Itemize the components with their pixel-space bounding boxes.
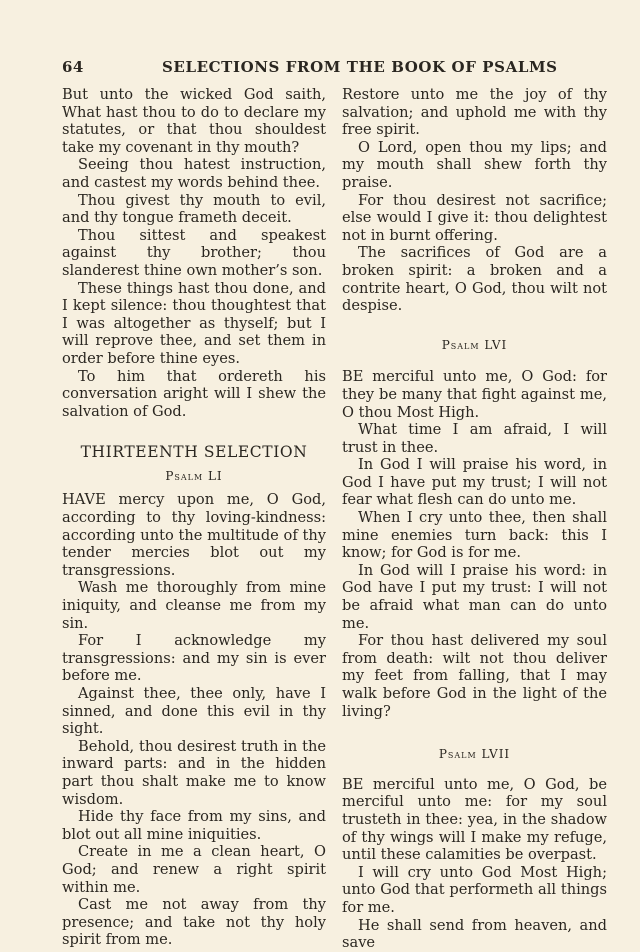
verse-paragraph: For I acknowledge my transgressions: and my sin is ever before me. — [62, 632, 326, 685]
verse-paragraph: In God I will praise his word, in God I have put my trust; I will not fear what flesh can do unto me. — [342, 456, 607, 509]
psalm-title: Psalm LVI — [441, 337, 508, 352]
verse-paragraph: O Lord, open thou my lips; and my mouth shall shew forth thy praise. — [342, 138, 607, 191]
verse-paragraph: The sacrifices of God are a broken spirit: a broken and a contrite heart, O God, thou wilt not despise. — [342, 244, 607, 315]
verse-paragraph: Against thee, thee only, have I sinned, and done this evil in thy sight. — [62, 685, 326, 738]
verse-paragraph: He shall send from heaven, and save — [342, 916, 607, 952]
right-column — [342, 86, 607, 952]
verse-paragraph: BE merciful unto me, O God, be merciful unto me: for my soul trusteth in thee: yea, in the shadow of thy wings will I make my refuge, until these calamities be overpast. — [342, 775, 607, 864]
verse-paragraph: For thou hast delivered my soul from death: wilt not thou deliver my feet from falling, that I may walk before God in the light of the living? — [342, 632, 607, 720]
verse-paragraph: Thou sittest and speakest against thy brother; thou slanderest thine own mother’s son. — [62, 226, 326, 279]
verse-paragraph: But unto the wicked God saith, What hast thou to do to declare my statutes, or that thou shouldest take my covenant in thy mouth? — [62, 86, 326, 156]
verse-paragraph: Create in me a clean heart, O God; and renew a right spirit within me. — [62, 843, 326, 896]
left-column — [62, 86, 326, 949]
verse-paragraph: Behold, thou desirest truth in the inward parts: and in the hidden part thou shalt make me to know wisdom. — [62, 737, 326, 808]
verse-paragraph: What time I am afraid, I will trust in thee. — [342, 421, 607, 456]
verse-paragraph: For thou desirest not sacrifice; else would I give it: thou delightest not in burnt offering. — [342, 191, 607, 244]
verse-paragraph: Seeing thou hatest instruction, and castest my words behind thee. — [62, 156, 326, 191]
verse-paragraph: Thou givest thy mouth to evil, and thy tongue frameth deceit. — [62, 191, 326, 227]
verse-paragraph: I will cry unto God Most High; unto God that performeth all things for me. — [342, 863, 607, 916]
running-title: SELECTIONS FROM THE BOOK OF PSALMS — [162, 58, 558, 76]
verse-paragraph: Hide thy face from my sins, and blot out all mine iniquities. — [62, 808, 326, 843]
verse-paragraph: Cast me not away from thy presence; and take not thy holy spirit from me. — [62, 896, 326, 949]
page-header — [62, 58, 580, 78]
verse-paragraph: When I cry unto thee, then shall mine enemies turn back: this I know; for God is for me. — [342, 509, 607, 562]
psalm-title: Psalm LI — [165, 468, 223, 483]
verse-paragraph: In God will I praise his word: in God have I put my trust: I will not be afraid what man can do unto me. — [342, 561, 607, 632]
page-number: 64 — [62, 58, 84, 76]
verse-paragraph: Wash me thoroughly from mine iniquity, and cleanse me from my sin. — [62, 579, 326, 632]
verse-paragraph: HAVE mercy upon me, O God, according to thy loving-kindness: according unto the multitude of thy tender mercies blot out my transgressions. — [62, 491, 326, 579]
psalm-title: Psalm LVII — [438, 747, 511, 762]
verse-paragraph: These things hast thou done, and I kept silence: thou thoughtest that I was altogether as thyself; but I will reprove thee, and set them in order before thine eyes. — [62, 279, 326, 367]
verse-paragraph: Restore unto me the joy of thy salvation; and uphold me with thy free spirit. — [342, 86, 607, 139]
verse-paragraph: To him that ordereth his conversation aright will I shew the salvation of God. — [62, 367, 326, 420]
verse-paragraph: BE merciful unto me, O God: for they be many that fight against me, O thou Most High. — [342, 368, 607, 421]
section-title: THIRTEENTH SELECTION — [80, 443, 308, 462]
